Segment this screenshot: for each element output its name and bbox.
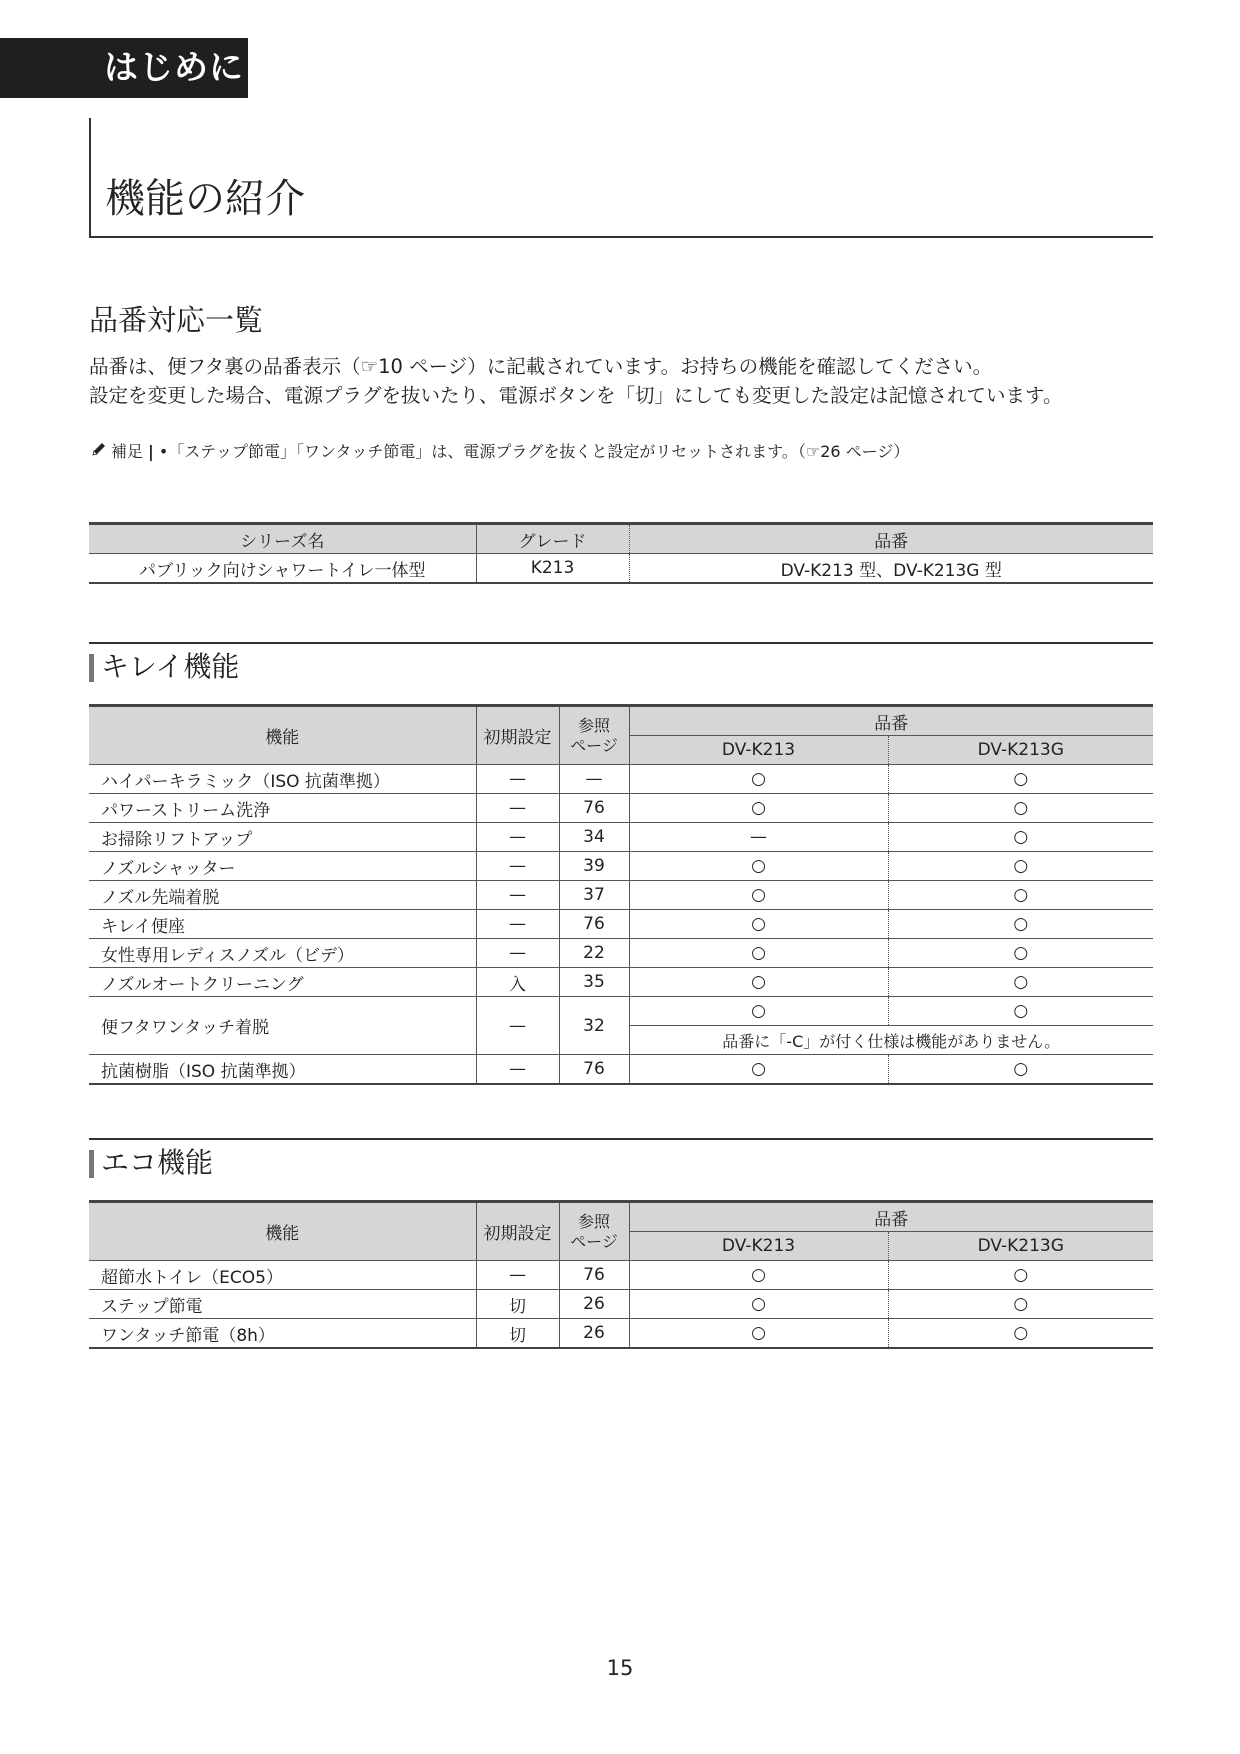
kirei-section-heading — [89, 642, 1153, 683]
header-function: 機能 — [89, 1202, 476, 1261]
pencil-icon — [91, 440, 107, 464]
table-row — [89, 794, 1153, 823]
header-ref-line2: ページ — [570, 735, 618, 755]
header-model-a: DV-K213 — [629, 1232, 888, 1261]
row-note: 品番に「-C」が付く仕様は機能がありません。 — [629, 1026, 1153, 1055]
function-name: ノズルシャッター — [89, 852, 476, 881]
ref-page: 32 — [559, 997, 629, 1055]
function-name: パワーストリーム洗浄 — [89, 794, 476, 823]
model-a-mark: ○ — [629, 1319, 888, 1349]
header-model-b: DV-K213G — [888, 1232, 1153, 1261]
model-a-mark: ○ — [629, 910, 888, 939]
kirei-title: キレイ機能 — [101, 650, 240, 683]
note-text: •「ステップ節電」「ワンタッチ節電」は、電源プラグを抜くと設定がリセットされます。（☞26 ページ） — [158, 442, 910, 461]
model-a-mark: ○ — [629, 997, 888, 1026]
series-header-model: 品番 — [629, 524, 1153, 554]
model-b-mark: ○ — [888, 1055, 1153, 1085]
table-row — [89, 852, 1153, 881]
heading-marker — [89, 1150, 94, 1178]
ref-page: 26 — [559, 1319, 629, 1349]
model-b-mark: ○ — [888, 968, 1153, 997]
eco-table — [89, 1200, 1153, 1349]
table-row — [89, 823, 1153, 852]
initial-value: 切 — [476, 1290, 559, 1319]
model-b-mark: ○ — [888, 997, 1153, 1026]
intro-line-1: 品番は、便フタ裏の品番表示（☞10 ページ）に記載されています。お持ちの機能を確認してください。 — [89, 355, 993, 378]
ref-page: — — [559, 765, 629, 794]
header-ref-page — [559, 706, 629, 765]
header-initial: 初期設定 — [476, 706, 559, 765]
function-name: キレイ便座 — [89, 910, 476, 939]
series-header-grade: グレード — [476, 524, 629, 554]
header-initial: 初期設定 — [476, 1202, 559, 1261]
initial-value: — — [476, 939, 559, 968]
header-function: 機能 — [89, 706, 476, 765]
initial-value: — — [476, 910, 559, 939]
function-name: ワンタッチ節電（8h） — [89, 1319, 476, 1349]
ref-page: 76 — [559, 794, 629, 823]
note-label: 補足 — [111, 442, 144, 461]
model-a-mark: ○ — [629, 765, 888, 794]
note-separator: | — [148, 442, 154, 461]
header-model: 品番 — [629, 706, 1153, 736]
model-b-mark: ○ — [888, 910, 1153, 939]
title-block — [89, 118, 1153, 238]
function-name: 抗菌樹脂（ISO 抗菌準拠） — [89, 1055, 476, 1085]
eco-section-heading — [89, 1138, 1153, 1179]
model-a-mark: ○ — [629, 794, 888, 823]
ref-page: 76 — [559, 1055, 629, 1085]
table-row — [89, 910, 1153, 939]
model-a-mark: ○ — [629, 852, 888, 881]
model-a-mark: — — [629, 823, 888, 852]
initial-value: — — [476, 852, 559, 881]
function-name: ノズルオートクリーニング — [89, 968, 476, 997]
initial-value: — — [476, 765, 559, 794]
model-a-mark: ○ — [629, 1055, 888, 1085]
model-list-heading: 品番対応一覧 — [89, 303, 264, 337]
ref-page: 35 — [559, 968, 629, 997]
table-row — [89, 968, 1153, 997]
model-b-mark: ○ — [888, 794, 1153, 823]
table-row — [89, 1290, 1153, 1319]
note — [91, 440, 909, 464]
model-a-mark: ○ — [629, 1290, 888, 1319]
ref-page: 76 — [559, 910, 629, 939]
initial-value: 入 — [476, 968, 559, 997]
function-name: 超節水トイレ（ECO5） — [89, 1261, 476, 1290]
function-name: ハイパーキラミック（ISO 抗菌準拠） — [89, 765, 476, 794]
table-row — [89, 1055, 1153, 1085]
page-number: 15 — [606, 1656, 634, 1680]
section-tab: はじめに — [0, 38, 248, 98]
initial-value: — — [476, 794, 559, 823]
initial-value: — — [476, 823, 559, 852]
model-b-mark: ○ — [888, 1290, 1153, 1319]
initial-value: — — [476, 1055, 559, 1085]
series-grade: K213 — [476, 554, 629, 584]
series-table — [89, 522, 1153, 584]
table-row — [89, 1261, 1153, 1290]
heading-marker — [89, 654, 94, 682]
initial-value: — — [476, 881, 559, 910]
model-a-mark: ○ — [629, 939, 888, 968]
header-ref-line2: ページ — [570, 1231, 618, 1251]
function-name: ステップ節電 — [89, 1290, 476, 1319]
ref-page: 26 — [559, 1290, 629, 1319]
function-name: 便フタワンタッチ着脱 — [89, 997, 476, 1055]
model-b-mark: ○ — [888, 881, 1153, 910]
initial-value: — — [476, 997, 559, 1055]
table-row — [89, 939, 1153, 968]
model-b-mark: ○ — [888, 939, 1153, 968]
series-name: パブリック向けシャワートイレ一体型 — [89, 554, 476, 584]
table-row — [89, 1319, 1153, 1349]
initial-value: — — [476, 1261, 559, 1290]
eco-title: エコ機能 — [101, 1146, 214, 1179]
header-ref-page — [559, 1202, 629, 1261]
series-models: DV-K213 型、DV-K213G 型 — [629, 554, 1153, 584]
model-a-mark: ○ — [629, 881, 888, 910]
header-model: 品番 — [629, 1202, 1153, 1232]
header-ref-line1: 参照 — [577, 715, 610, 735]
kirei-table — [89, 704, 1153, 1085]
initial-value: 切 — [476, 1319, 559, 1349]
table-row — [89, 997, 1153, 1026]
function-name: お掃除リフトアップ — [89, 823, 476, 852]
header-ref-line1: 参照 — [577, 1211, 610, 1231]
model-a-mark: ○ — [629, 1261, 888, 1290]
function-name: ノズル先端着脱 — [89, 881, 476, 910]
intro-line-2: 設定を変更した場合、電源プラグを抜いたり、電源ボタンを「切」にしても変更した設定は記憶されています。 — [89, 384, 1063, 407]
intro-text — [89, 352, 1169, 410]
table-row — [89, 765, 1153, 794]
model-b-mark: ○ — [888, 1319, 1153, 1349]
model-b-mark: ○ — [888, 1261, 1153, 1290]
function-name: 女性専用レディスノズル（ビデ） — [89, 939, 476, 968]
ref-page: 34 — [559, 823, 629, 852]
ref-page: 39 — [559, 852, 629, 881]
model-b-mark: ○ — [888, 823, 1153, 852]
page-title: 機能の紹介 — [105, 176, 305, 222]
ref-page: 37 — [559, 881, 629, 910]
series-header-name: シリーズ名 — [89, 524, 476, 554]
table-row — [89, 881, 1153, 910]
ref-page: 76 — [559, 1261, 629, 1290]
header-model-b: DV-K213G — [888, 736, 1153, 765]
header-model-a: DV-K213 — [629, 736, 888, 765]
model-a-mark: ○ — [629, 968, 888, 997]
model-b-mark: ○ — [888, 852, 1153, 881]
model-b-mark: ○ — [888, 765, 1153, 794]
ref-page: 22 — [559, 939, 629, 968]
